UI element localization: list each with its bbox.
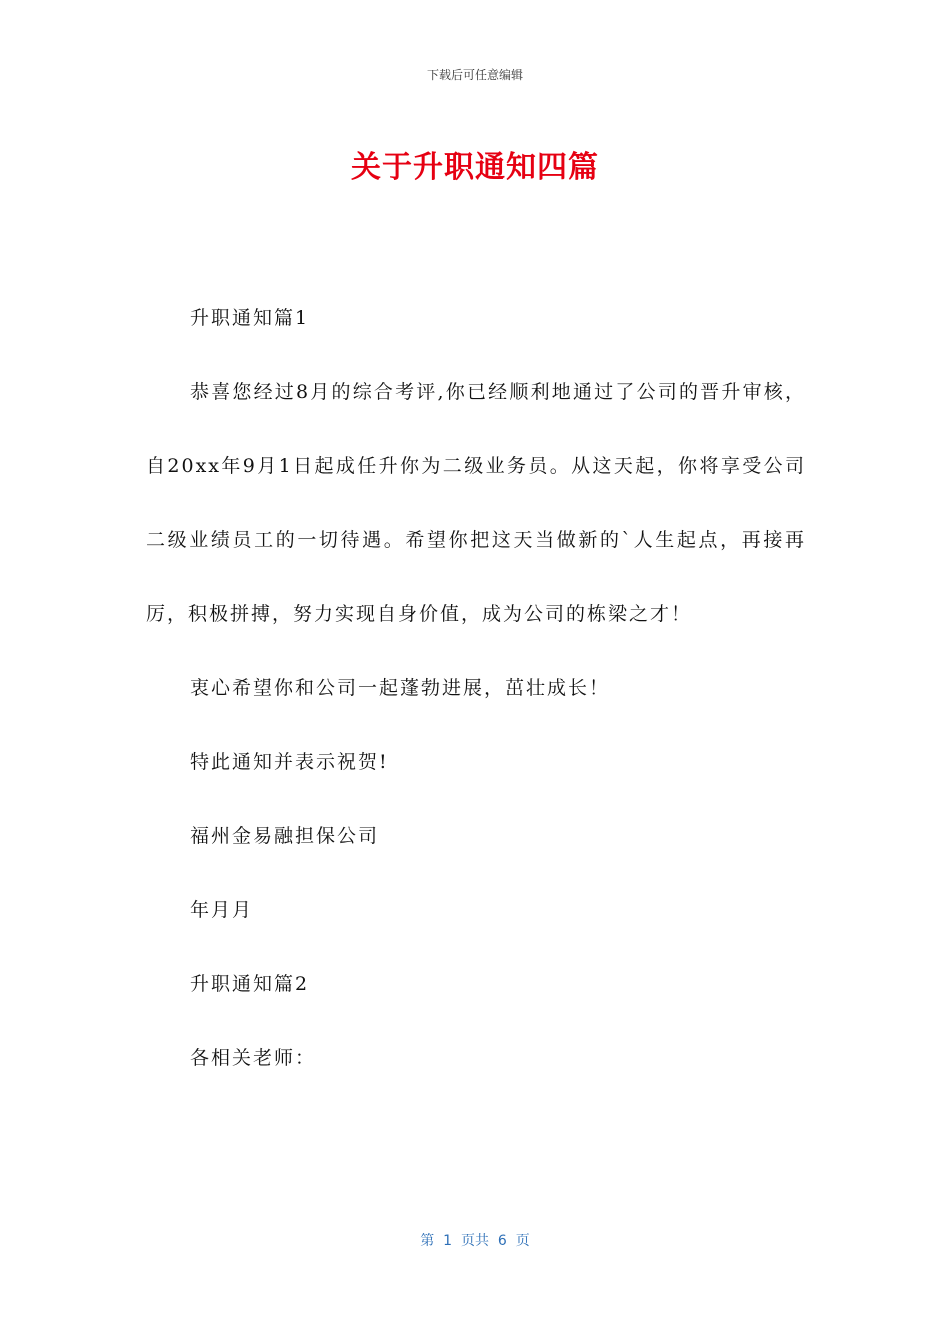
- paragraph: 各相关老师：: [190, 1047, 317, 1069]
- signature-company: 福州金易融担保公司: [190, 825, 380, 847]
- page-number-footer: 第 1 页共 6 页: [420, 1233, 530, 1249]
- paragraph: 恭喜您经过8月的综合考评,你已经顺利地通过了公司的晋升审核，自20xx年9月1日起成任升你为二级业务员。从这天起，你将享受公司二级业绩员工的一切待遇。希望你把这天当做新的`人生起点，再接再厉，积极拼搏，努力实现自身价值，成为公司的栋梁之才！: [146, 381, 806, 625]
- document-title: 关于升职通知四篇: [351, 150, 599, 185]
- header-note: 下载后可任意编辑: [426, 68, 523, 82]
- document-body: [146, 281, 806, 1095]
- section-heading: 升职通知篇1: [190, 307, 310, 329]
- section-heading: 升职通知篇2: [190, 973, 310, 995]
- paragraph: 衷心希望你和公司一起蓬勃进展，茁壮成长！: [190, 677, 611, 699]
- signature-date: 年月月: [190, 899, 254, 921]
- paragraph: 特此通知并表示祝贺!: [190, 751, 389, 773]
